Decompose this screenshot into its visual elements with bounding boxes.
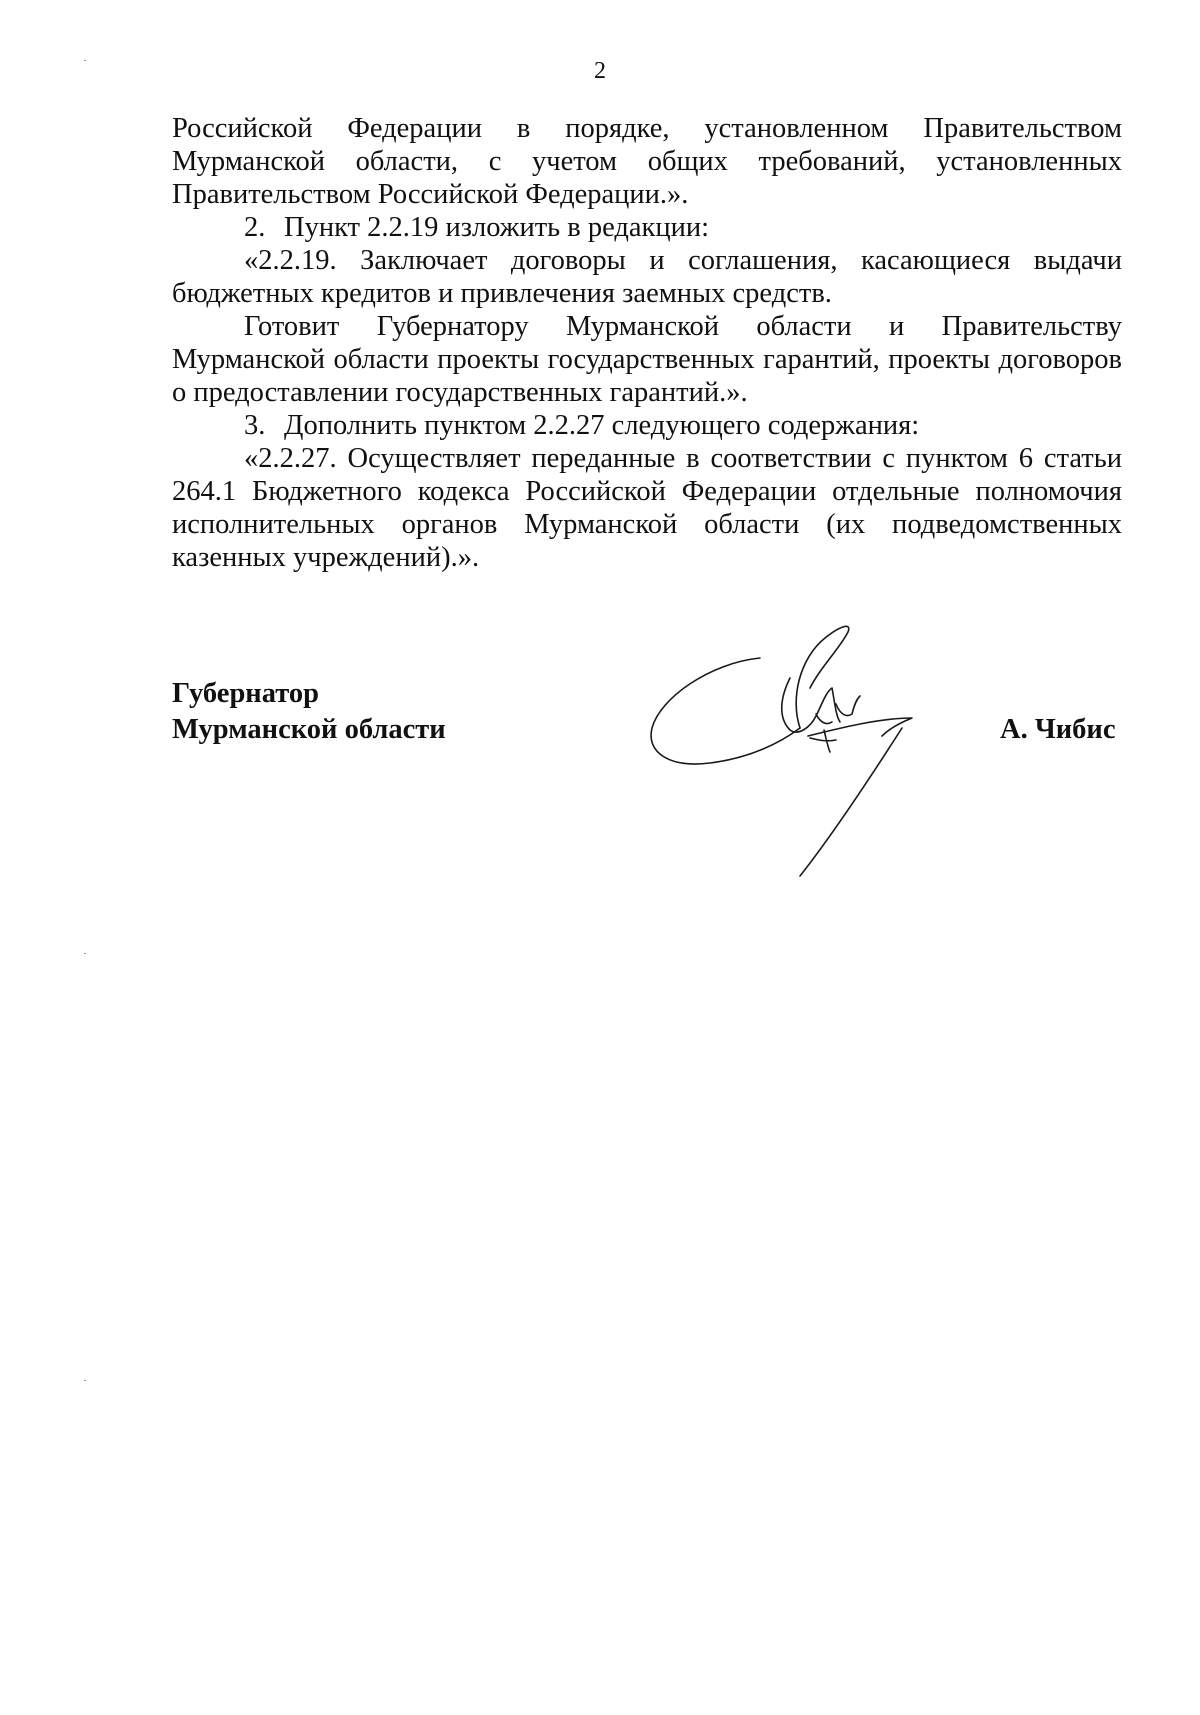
item-text: Пункт 2.2.19 изложить в редакции: bbox=[284, 212, 710, 243]
scan-edge-mark bbox=[84, 1380, 86, 1381]
handwritten-signature bbox=[640, 618, 940, 888]
signer-position-line: Губернатор bbox=[172, 678, 319, 709]
paragraph-continuation: Российской Федерации в порядке, установленном Правительством Мурманской области, с учетом общих требований, установленных Правительством Российской Федерации.». bbox=[172, 113, 1122, 210]
page-number: 2 bbox=[594, 58, 606, 84]
paragraph-clause-2-2-19: «2.2.19. Заключает договоры и соглашения, касающиеся выдачи бюджетных кредитов и привлечения заемных средств. bbox=[172, 245, 1122, 309]
paragraph-item-2 bbox=[172, 211, 1122, 244]
paragraph-clause-2-2-27: «2.2.27. Осуществляет переданные в соответствии с пунктом 6 статьи 264.1 Бюджетного кодекса Российской Федерации отдельные полномочия исполнительных органов Мурманской области (их подведомственных казенных учреждений).». bbox=[172, 443, 1122, 573]
scan-edge-mark bbox=[84, 60, 86, 61]
paragraph-clause-2-2-19-cont: Готовит Губернатору Мурманской области и Правительству Мурманской области проекты государственных гарантий, проекты договоров о предоставлении государственных гарантий.». bbox=[172, 311, 1122, 408]
item-number: 3. bbox=[244, 410, 266, 441]
paragraph-item-3 bbox=[172, 409, 1122, 442]
item-text: Дополнить пунктом 2.2.27 следующего содержания: bbox=[284, 410, 920, 441]
item-number: 2. bbox=[244, 212, 266, 243]
signer-position bbox=[172, 676, 446, 748]
signer-position-line: Мурманской области bbox=[172, 714, 446, 745]
document-body bbox=[172, 112, 1122, 574]
signer-name: А. Чибис bbox=[1000, 714, 1116, 745]
scan-edge-mark bbox=[84, 953, 86, 954]
